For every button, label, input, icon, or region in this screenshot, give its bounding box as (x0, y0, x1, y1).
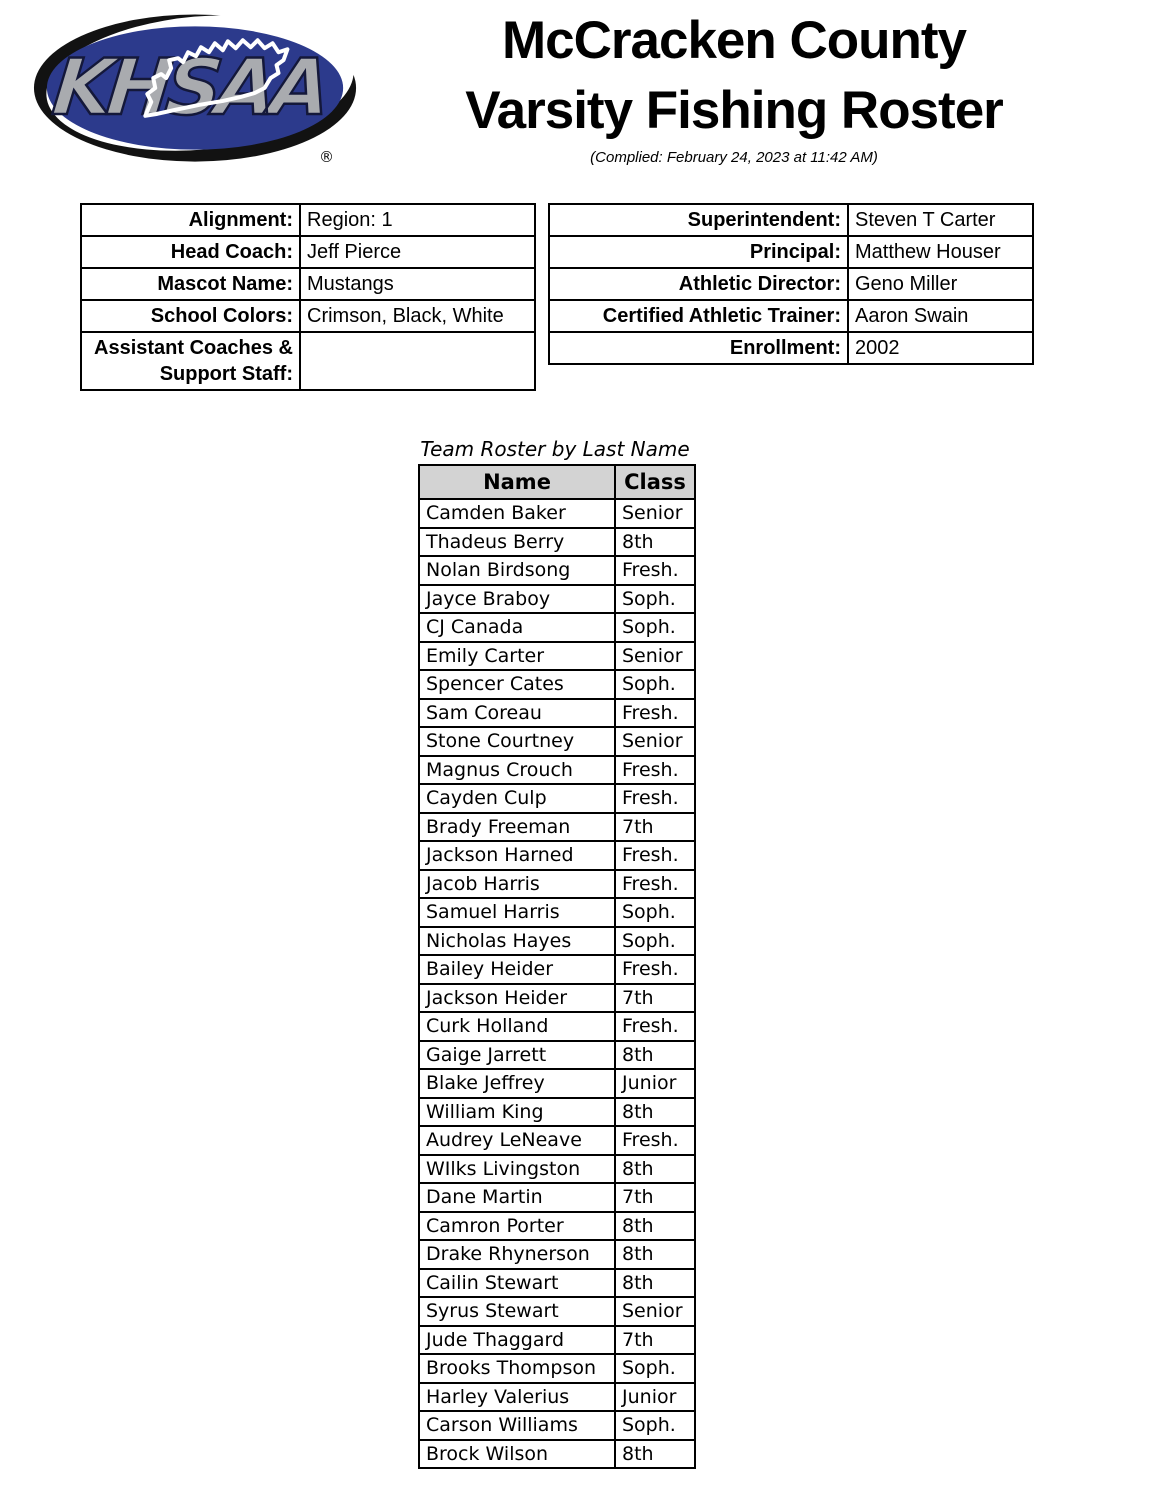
school-name-title: McCracken County (501, 11, 967, 70)
roster-row (419, 756, 695, 785)
info-label: Superintendent: (549, 204, 848, 236)
info-row (81, 204, 535, 236)
info-row (81, 268, 535, 300)
report-title: Varsity Fishing Roster (465, 81, 1003, 140)
roster-row (419, 585, 695, 614)
roster-table (418, 464, 696, 1469)
player-class: Senior (615, 499, 695, 528)
info-label: Alignment: (81, 204, 300, 236)
roster-row (419, 784, 695, 813)
player-class: 7th (615, 813, 695, 842)
player-class: Senior (615, 1297, 695, 1326)
player-class: Senior (615, 727, 695, 756)
player-class: Soph. (615, 927, 695, 956)
info-value: Steven T Carter (848, 204, 1033, 236)
roster-row (419, 613, 695, 642)
info-label: Assistant Coaches & Support Staff: (81, 332, 300, 390)
player-name: Emily Carter (419, 642, 615, 671)
info-value: Jeff Pierce (300, 236, 535, 268)
roster-row (419, 1354, 695, 1383)
player-name: Sam Coreau (419, 699, 615, 728)
player-name: Brooks Thompson (419, 1354, 615, 1383)
player-name: CJ Canada (419, 613, 615, 642)
player-name: Jude Thaggard (419, 1326, 615, 1355)
info-value: Region: 1 (300, 204, 535, 236)
info-row (549, 332, 1033, 364)
info-value: Mustangs (300, 268, 535, 300)
roster-row (419, 1411, 695, 1440)
player-class: 7th (615, 1326, 695, 1355)
player-class: 8th (615, 1240, 695, 1269)
info-label: Head Coach: (81, 236, 300, 268)
registered-trademark: ® (319, 148, 334, 166)
info-row (549, 204, 1033, 236)
info-row (549, 236, 1033, 268)
player-class: Junior (615, 1069, 695, 1098)
info-row (549, 268, 1033, 300)
info-label: Athletic Director: (549, 268, 848, 300)
player-class: Fresh. (615, 870, 695, 899)
player-class: Fresh. (615, 955, 695, 984)
roster-row (419, 1326, 695, 1355)
player-name: Camden Baker (419, 499, 615, 528)
player-class: 8th (615, 1155, 695, 1184)
player-class: Senior (615, 642, 695, 671)
roster-row (419, 841, 695, 870)
player-name: WIlks Livingston (419, 1155, 615, 1184)
player-class: Fresh. (615, 699, 695, 728)
roster-row (419, 1012, 695, 1041)
roster-row (419, 1041, 695, 1070)
roster-row (419, 984, 695, 1013)
player-class: Soph. (615, 898, 695, 927)
player-name: Blake Jeffrey (419, 1069, 615, 1098)
player-name: Camron Porter (419, 1212, 615, 1241)
player-name: Magnus Crouch (419, 756, 615, 785)
roster-row (419, 528, 695, 557)
player-name: William King (419, 1098, 615, 1127)
roster-header-row (419, 465, 695, 499)
roster-row (419, 927, 695, 956)
info-value: Matthew Houser (848, 236, 1033, 268)
player-class: Fresh. (615, 784, 695, 813)
roster-row (419, 1269, 695, 1298)
player-name: Curk Holland (419, 1012, 615, 1041)
player-class: 8th (615, 1212, 695, 1241)
player-name: Jayce Braboy (419, 585, 615, 614)
player-name: Brady Freeman (419, 813, 615, 842)
player-name: Stone Courtney (419, 727, 615, 756)
roster-title: Team Roster by Last Name (420, 437, 690, 461)
info-value (300, 332, 535, 390)
player-name: Jackson Harned (419, 841, 615, 870)
roster-row (419, 642, 695, 671)
roster-row (419, 898, 695, 927)
player-name: Syrus Stewart (419, 1297, 615, 1326)
school-info-table (80, 203, 536, 391)
khsaa-logo-graphic (28, 10, 366, 168)
roster-row (419, 1383, 695, 1412)
player-class: Fresh. (615, 841, 695, 870)
player-class: Fresh. (615, 756, 695, 785)
info-row (81, 332, 535, 390)
info-label: Certified Athletic Trainer: (549, 300, 848, 332)
column-header-name: Name (419, 465, 615, 499)
info-value: Crimson, Black, White (300, 300, 535, 332)
player-class: 7th (615, 984, 695, 1013)
player-name: Nicholas Hayes (419, 927, 615, 956)
compiled-timestamp: (Complied: February 24, 2023 at 11:42 AM) (590, 149, 878, 166)
player-name: Thadeus Berry (419, 528, 615, 557)
info-label: Principal: (549, 236, 848, 268)
report-header (366, 6, 1102, 166)
player-class: Junior (615, 1383, 695, 1412)
roster-row (419, 1183, 695, 1212)
info-row (81, 300, 535, 332)
player-class: Soph. (615, 670, 695, 699)
player-name: Harley Valerius (419, 1383, 615, 1412)
player-name: Cailin Stewart (419, 1269, 615, 1298)
player-class: Fresh. (615, 1126, 695, 1155)
player-class: Soph. (615, 1354, 695, 1383)
column-header-class: Class (615, 465, 695, 499)
roster-section (418, 437, 692, 1469)
khsaa-logo (28, 10, 366, 168)
info-value: Geno Miller (848, 268, 1033, 300)
info-row (549, 300, 1033, 332)
player-class: 8th (615, 1440, 695, 1469)
player-name: Jacob Harris (419, 870, 615, 899)
player-name: Drake Rhynerson (419, 1240, 615, 1269)
roster-row (419, 499, 695, 528)
roster-row (419, 870, 695, 899)
roster-row (419, 813, 695, 842)
player-class: 7th (615, 1183, 695, 1212)
player-class: Soph. (615, 585, 695, 614)
player-name: Jackson Heider (419, 984, 615, 1013)
roster-row (419, 1098, 695, 1127)
roster-row (419, 1126, 695, 1155)
info-value: 2002 (848, 332, 1033, 364)
player-class: 8th (615, 1041, 695, 1070)
player-class: 8th (615, 1098, 695, 1127)
player-name: Carson Williams (419, 1411, 615, 1440)
roster-row (419, 1440, 695, 1469)
player-class: Fresh. (615, 1012, 695, 1041)
roster-row (419, 955, 695, 984)
player-class: Soph. (615, 613, 695, 642)
player-name: Dane Martin (419, 1183, 615, 1212)
roster-row (419, 556, 695, 585)
player-name: Brock Wilson (419, 1440, 615, 1469)
info-label: Enrollment: (549, 332, 848, 364)
player-name: Gaige Jarrett (419, 1041, 615, 1070)
player-class: Fresh. (615, 556, 695, 585)
info-row (81, 236, 535, 268)
roster-row (419, 1069, 695, 1098)
roster-row (419, 1297, 695, 1326)
player-class: Soph. (615, 1411, 695, 1440)
player-name: Cayden Culp (419, 784, 615, 813)
info-label: Mascot Name: (81, 268, 300, 300)
roster-row (419, 727, 695, 756)
roster-row (419, 670, 695, 699)
player-name: Nolan Birdsong (419, 556, 615, 585)
player-class: 8th (615, 528, 695, 557)
roster-row (419, 699, 695, 728)
player-name: Samuel Harris (419, 898, 615, 927)
khsaa-logo-text: KHSAA (48, 43, 330, 133)
roster-row (419, 1155, 695, 1184)
player-name: Bailey Heider (419, 955, 615, 984)
roster-row (419, 1212, 695, 1241)
player-name: Spencer Cates (419, 670, 615, 699)
player-name: Audrey LeNeave (419, 1126, 615, 1155)
roster-row (419, 1240, 695, 1269)
admin-info-table (548, 203, 1034, 365)
player-class: 8th (615, 1269, 695, 1298)
info-label: School Colors: (81, 300, 300, 332)
info-value: Aaron Swain (848, 300, 1033, 332)
